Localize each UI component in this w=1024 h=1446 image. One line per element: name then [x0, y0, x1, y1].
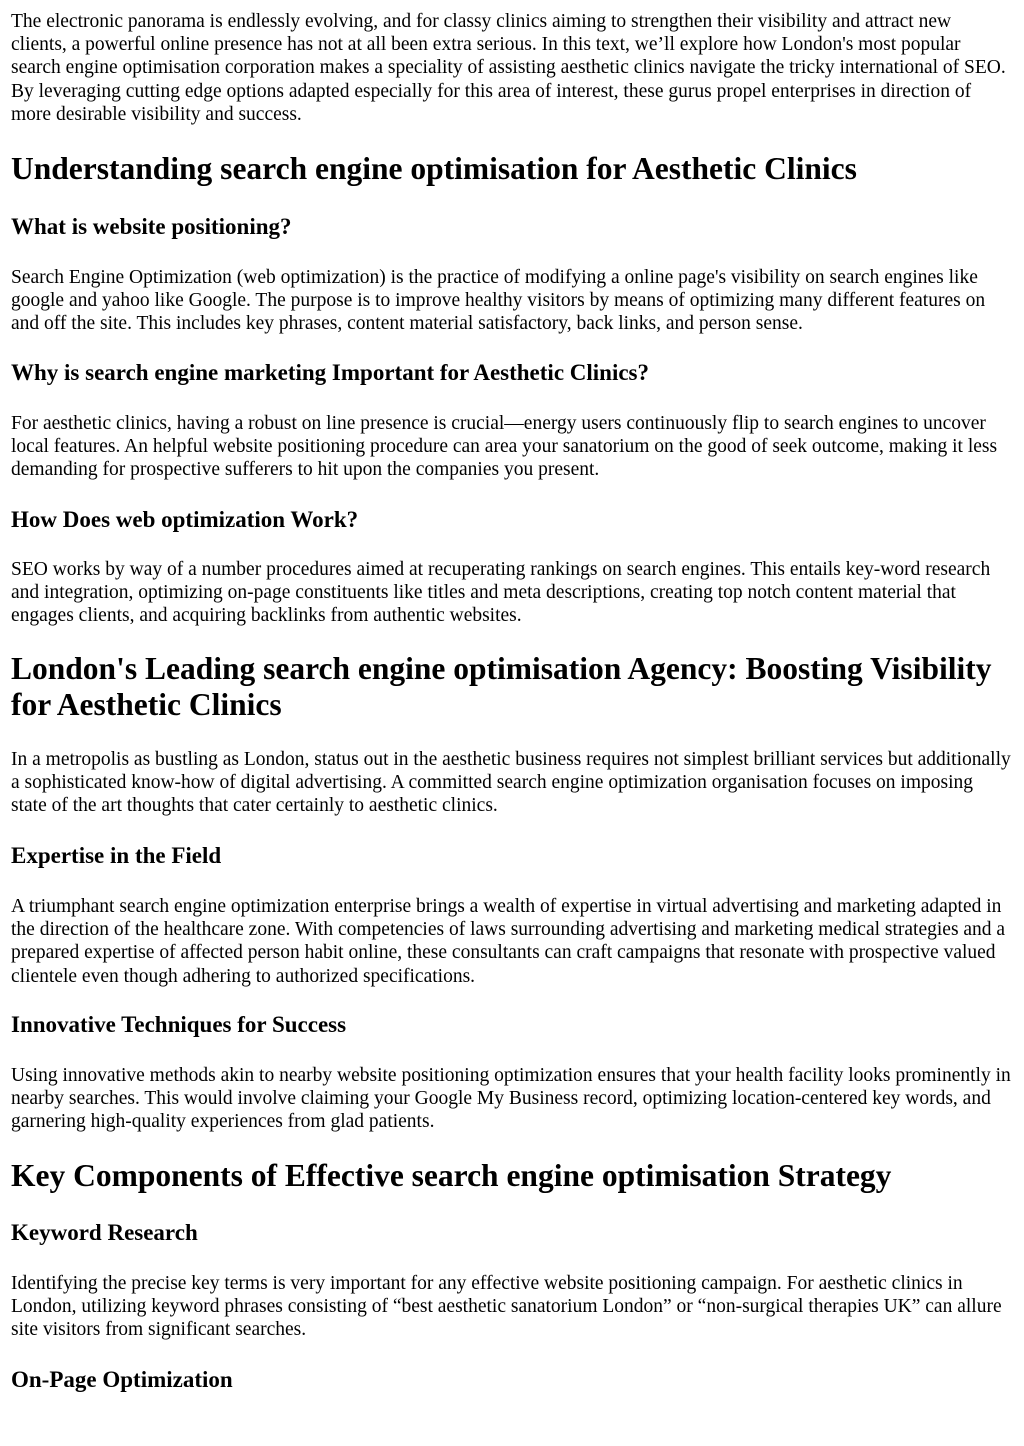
paragraph-how-seo-works: SEO works by way of a number procedures aimed at recuperating rankings on search engines. This entails key-word research and integration, optimizing on-page constituents like titles and meta descriptions, creating top notch content material that engages clients, and acquiring backlinks from authentic websites. [11, 559, 991, 627]
paragraph-what-is-seo: Search Engine Optimization (web optimization) is the practice of modifying a online page's visibility on search engines like google and yahoo like Google. The purpose is to improve healthy visitors by means of optimizing many different features on and off the site. This includes key phrases, content material satisfactory, back links, and person sense. [11, 267, 986, 335]
paragraph-keyword-research: Identifying the precise key terms is very important for any effective website positioning campaign. For aesthetic clinics in London, utilizing keyword phrases consisting of “best aesthetic sanatorium London” or “non-surgical therapies UK” can allure site visitors from significant searches. [11, 1273, 1002, 1341]
subheading-expertise: Expertise in the Field [11, 843, 222, 868]
intro-paragraph: The electronic panorama is endlessly evolving, and for classy clinics aiming to strengthen their visibility and attract new clients, a powerful online presence has not at all been extra serious. In this text, we’ll explore how London's most popular search engine optimisation corporation makes a speciality of assisting aesthetic clinics navigate the tricky international of SEO. By leveraging cutting edge options adapted especially for this area of interest, these gurus propel enterprises in direction of more desirable visibility and success. [11, 11, 1006, 125]
section-heading-london-agency: London's Leading search engine optimisation Agency: Boosting Visibility for Aesthetic Clinics [11, 651, 992, 722]
subheading-keyword-research: Keyword Research [11, 1220, 198, 1245]
paragraph-innovative-techniques: Using innovative methods akin to nearby website positioning optimization ensures that your health facility looks prominently in nearby searches. This would involve claiming your Google My Business record, optimizing location-centered key words, and garnering high-quality experiences from glad patients. [11, 1065, 1011, 1133]
subheading-what-is-seo: What is website positioning? [11, 214, 292, 239]
section-heading-understanding-seo: Understanding search engine optimisation for Aesthetic Clinics [11, 151, 857, 186]
subheading-innovative-techniques: Innovative Techniques for Success [11, 1012, 347, 1037]
paragraph-london-agency: In a metropolis as bustling as London, status out in the aesthetic business requires not simplest brilliant services but additionally a sophisticated know-how of digital advertising. A committed search engine optimization organisation focuses on imposing state of the art thoughts that cater certainly to aesthetic clinics. [11, 749, 1011, 817]
subheading-why-seo-important: Why is search engine marketing Important for Aesthetic Clinics? [11, 360, 650, 385]
paragraph-expertise: A triumphant search engine optimization enterprise brings a wealth of expertise in virtual advertising and marketing adapted in the direction of the healthcare zone. With competencies of laws surrounding advertising and marketing medical strategies and a prepared expertise of affected person habit online, these consultants can craft campaigns that resonate with prospective valued clientele even though adhering to authorized specifications. [11, 896, 1006, 987]
subheading-on-page-optimization: On-Page Optimization [11, 1367, 233, 1392]
subheading-how-seo-works: How Does web optimization Work? [11, 507, 359, 532]
section-heading-key-components: Key Components of Effective search engine optimisation Strategy [11, 1158, 892, 1193]
paragraph-why-seo-important: For aesthetic clinics, having a robust on line presence is crucial—energy users continuously flip to search engines to uncover local features. An helpful website positioning procedure can area your sanatorium on the good of seek outcome, making it less demanding for prospective sufferers to hit upon the companies you present. [11, 413, 998, 481]
